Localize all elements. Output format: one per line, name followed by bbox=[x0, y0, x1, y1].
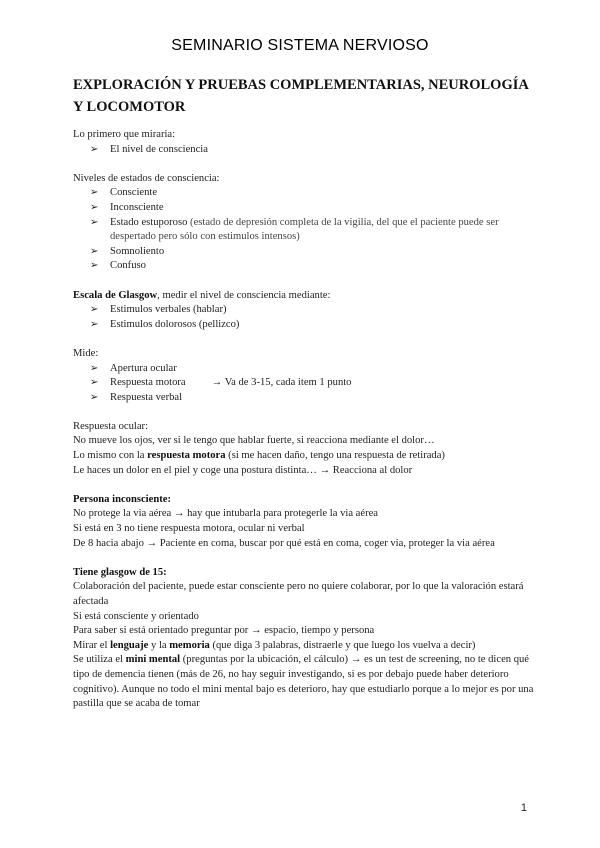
arrow-bullet-icon: ➢ bbox=[90, 377, 99, 389]
list-item: ➢ Inconsciente bbox=[73, 201, 543, 216]
arrow-bullet-icon: ➢ bbox=[90, 143, 99, 155]
arrow-bullet-icon: ➢ bbox=[90, 304, 99, 316]
glasgow15-line: Para saber si está orientado preguntar por → espacio, tiempo y persona bbox=[73, 625, 375, 637]
arrow-bullet-icon: ➢ bbox=[90, 245, 99, 257]
glasgow-list bbox=[73, 303, 543, 332]
ocular-line: Lo mismo con la respuesta motora (si me hacen daño, tengo una respuesta de retirada) bbox=[73, 450, 445, 462]
page-number: 1 bbox=[520, 802, 527, 814]
list-item: ➢ Estimulos verbales (hablar) bbox=[73, 303, 543, 318]
right-arrow-icon: → bbox=[250, 625, 262, 637]
list-item: ➢ Apertura ocular bbox=[73, 362, 543, 377]
arrow-bullet-icon: ➢ bbox=[90, 391, 99, 403]
list-item: ➢ Somnoliento bbox=[73, 245, 543, 260]
glasgow15-heading: Tiene glasgow de 15: bbox=[73, 566, 167, 578]
right-arrow-icon: → bbox=[319, 464, 331, 476]
list-item: ➢ Estimulos dolorosos (pellizco) bbox=[73, 318, 543, 333]
ocular-line: No mueve los ojos, ver si le tengo que hablar fuerte, si reacciona mediante el dolor… bbox=[73, 435, 435, 447]
levels-intro: Niveles de estados de consciencia: bbox=[73, 172, 220, 184]
first-look-intro: Lo primero que miraria: bbox=[73, 129, 176, 140]
inconsciente-heading: Persona inconsciente: bbox=[73, 493, 171, 505]
list-item: ➢ Respuesta verbal bbox=[73, 391, 543, 406]
inconsciente-line: No protege la via aérea → hay que intubarla para protegerle la via aérea bbox=[73, 508, 379, 520]
page-title: SEMINARIO SISTEMA NERVIOSO bbox=[171, 37, 429, 54]
arrow-bullet-icon: ➢ bbox=[90, 216, 99, 228]
arrow-bullet-icon: ➢ bbox=[90, 318, 99, 330]
document-body bbox=[73, 128, 543, 712]
arrow-bullet-icon: ➢ bbox=[90, 260, 99, 272]
section-heading: EXPLORACIÓN Y PRUEBAS COMPLEMENTARIAS, NEUROLOGÍA Y LOCOMOTOR bbox=[73, 77, 529, 115]
stupor-note: (estado de depresión completa de la vigilia, del que el paciente puede ser despertado pero sólo con estimulos intensos) bbox=[110, 216, 499, 243]
levels-list bbox=[73, 186, 543, 274]
mide-intro: Mide: bbox=[73, 347, 99, 359]
arrow-bullet-icon: ➢ bbox=[90, 362, 99, 374]
arrow-bullet-icon: ➢ bbox=[90, 187, 99, 199]
inconsciente-line: Si está en 3 no tiene respuesta motora, ocular ni verbal bbox=[73, 523, 305, 535]
right-arrow-icon: → bbox=[211, 377, 223, 389]
list-item: ➢ El nivel de consciencia bbox=[73, 143, 543, 158]
glasgow15-line: Mirar el lenguaje y la memoria (que diga 3 palabras, distraerle y que luego los vuelva a decir) bbox=[73, 639, 476, 651]
list-item: ➢ Consciente bbox=[73, 186, 543, 201]
glasgow15-line: Se utiliza el mini mental (preguntas por la ubicación, el cálculo) → es un test de screening, no te dicen qué tipo de demencia tienen (más de 26, no hay seguir investigando, si es por debajo puede haber deterioro cognitivo). Aunque no todo el mini mental bajo es deterioro, hay que estudiarlo porque a lo mejor es por una pastilla que se acaba de tomar bbox=[73, 654, 534, 710]
mide-list bbox=[73, 362, 543, 406]
arrow-bullet-icon: ➢ bbox=[90, 201, 99, 213]
first-look-list bbox=[73, 143, 543, 158]
right-arrow-icon: → bbox=[173, 508, 185, 520]
glasgow-intro: Escala de Glasgow, medir el nivel de consciencia mediante: bbox=[73, 289, 331, 301]
list-item: ➢ Estado estuporoso (estado de depresión completa de la vigilia, del que el paciente puede ser despertado pero sólo con estimulos intensos) bbox=[90, 216, 499, 243]
ocular-heading: Respuesta ocular: bbox=[73, 420, 149, 432]
right-arrow-icon: → bbox=[146, 537, 158, 549]
inconsciente-line: De 8 hacia abajo → Paciente en coma, buscar por qué está en coma, coger via, proteger la via aérea bbox=[73, 537, 495, 549]
list-item: ➢ Respuesta motora → Va de 3-15, cada item 1 punto bbox=[73, 376, 543, 391]
glasgow15-line: Si está consciente y orientado bbox=[73, 610, 199, 622]
ocular-line: Le haces un dolor en el piel y coge una postura distinta… → Reacciona al dolor bbox=[73, 464, 413, 476]
glasgow-label: Escala de Glasgow bbox=[73, 289, 158, 301]
list-item: ➢ Confuso bbox=[73, 259, 543, 274]
glasgow15-line: Colaboración del paciente, puede estar consciente pero no quiere colaborar, por lo que la valoración estará afectada bbox=[73, 581, 524, 607]
right-arrow-icon: → bbox=[350, 654, 362, 666]
